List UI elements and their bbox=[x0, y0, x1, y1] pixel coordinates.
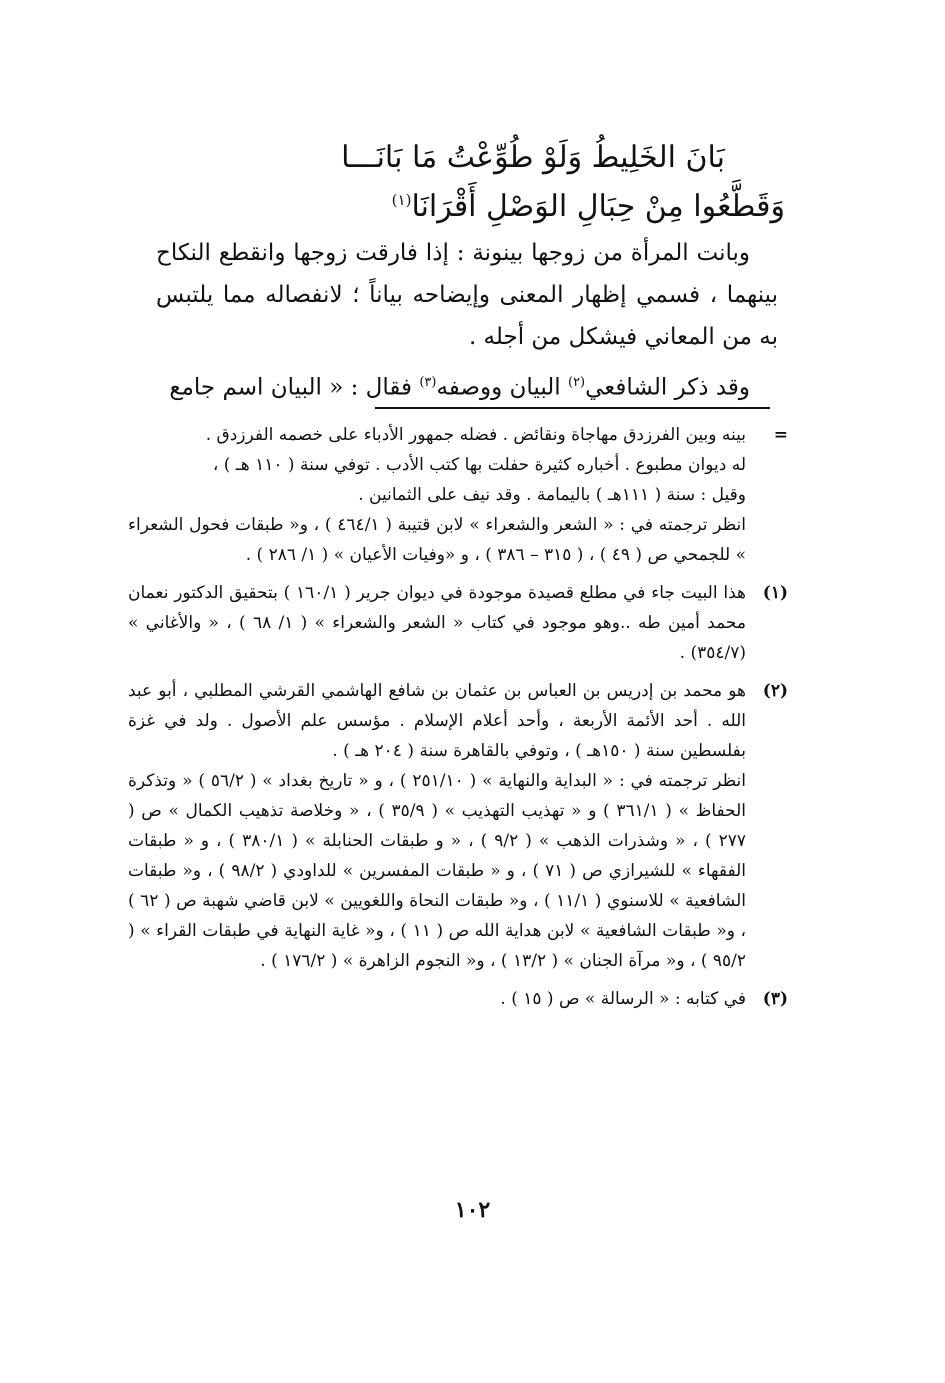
paragraph-text: وقد ذكر الشافعي bbox=[585, 374, 750, 401]
paragraph: وبانت المرأة من زوجها بينونة : إذا فارقت زوجها وانقطع النكاح بينهما ، فسمي إظهار المعنى وإيضاحه بياناً ؛ لانفصاله مما يلتبس به من المعاني فيشكل من أجله . bbox=[156, 240, 778, 350]
footnote-mark: = bbox=[773, 425, 788, 445]
footnote-2 bbox=[128, 676, 788, 976]
footnote-text: في كتابه : « الرسالة » ص ( ١٥ ) . bbox=[500, 989, 746, 1009]
footnote-mark: (٢) bbox=[762, 681, 788, 701]
footnote-line: له ديوان مطبوع . أخباره كثيرة حفلت بها كتب الأدب . توفي سنة ( ١١٠ هـ ) ، bbox=[212, 455, 746, 475]
footnote-mark: (٣) bbox=[762, 989, 788, 1009]
footnote-ref: (٣) bbox=[419, 375, 437, 390]
verse-line-1-text: بَانَ الخَلِيطُ وَلَوْ طُوِّعْتُ مَا بَانَـــا bbox=[341, 140, 725, 175]
main-text bbox=[156, 232, 778, 409]
footnote-line: وقيل : سنة ( ١١١هـ ) باليمامة . وقد نيف على الثمانين . bbox=[358, 485, 746, 505]
footnote-continued bbox=[128, 420, 788, 570]
verse-line-1 bbox=[341, 138, 725, 178]
paragraph bbox=[156, 362, 778, 409]
verse-line-2 bbox=[392, 180, 785, 227]
footnote-text: هو محمد بن إدريس بن العباس بن عثمان بن شافع الهاشمي القرشي المطلبي ، أبو عبد الله . أحد الأئمة الأربعة ، وأحد أعلام الإسلام . مؤسس علم الأصول . ولد في غزة بفلسطين سنة ( ١٥٠هـ ) ، وتوفي بالقاهرة سنة ( ٢٠٤ هـ ) . bbox=[128, 681, 746, 761]
footnote-1 bbox=[128, 578, 788, 668]
footnotes bbox=[128, 420, 788, 1014]
footnote-ref: (١) bbox=[391, 191, 412, 209]
footnote-mark: (١) bbox=[762, 583, 788, 603]
verse-line-2-text: وَقَطَّعُوا مِنْ حِبَالِ الوَصْلِ أَقْرَانَا bbox=[411, 189, 785, 224]
footnote-line: بينه وبين الفرزدق مهاجاة ونقائض . فضله جمهور الأدباء على خصمه الفرزدق . bbox=[205, 425, 746, 445]
footnote-3 bbox=[128, 984, 788, 1014]
footnote-separator bbox=[375, 407, 770, 409]
paragraph-text: فقال : « البيان اسم جامع bbox=[169, 374, 420, 401]
page-number: ١٠٢ bbox=[454, 1197, 491, 1223]
footnote-line: انظر ترجمته في : « الشعر والشعراء » لابن قتيبة ( ٤٦٤/١ ) ، و« طبقات فحول الشعراء » للجمحي ص ( ٤٩ ) ، ( ٣١٥ – ٣٨٦ ) ، و «وفيات الأعيان » ( ١/ ٢٨٦ ) . bbox=[128, 515, 746, 565]
footnote-ref: (٢) bbox=[567, 375, 586, 390]
footnote-text: انظر ترجمته في : « البداية والنهاية » ( ٢٥١/١٠ ) ، و « تاريخ بغداد » ( ٥٦/٢ ) « وتذكرة الحفاظ » ( ٣٦١/١ ) و « تهذيب التهذيب » ( ٣٥/٩ ) ، « وخلاصة تذهيب الكمال » ص ( ٢٧٧ ) ، « وشذرات الذهب » ( ٩/٢ ) ، « و طبقات الحنابلة » ( ٣٨٠/١ ) ، و « طبقات الفقهاء » للشيرازي ص ( ٧١ ) ، و « طبقات المفسرين » للداودي ( ٩٨/٢ ) ، و« طبقات الشافعية » للاسنوي ( ١١/١ ) ، و« طبقات النحاة واللغويين » لابن قاضي شهبة ص ( ٦٢ ) ، و« طبقات الشافعية » لابن هداية الله ص ( ١١ ) ، و« غاية النهاية في طبقات القراء » ( ٩٥/٢ ) ، و« مرآة الجنان » ( ١٣/٢ ) ، و« النجوم الزاهرة » ( ١٧٦/٢ ) . bbox=[128, 771, 747, 971]
footnote-text: هذا البيت جاء في مطلع قصيدة موجودة في ديوان جرير ( ١٦٠/١ ) بتحقيق الدكتور نعمان محمد أمين طه ..وهو موجود في كتاب « الشعر والشعراء » ( ١/ ٦٨ ) ، « والأغاني » (٣٥٤/٧) . bbox=[128, 583, 746, 663]
paragraph-text: البيان ووصفه bbox=[436, 374, 568, 401]
